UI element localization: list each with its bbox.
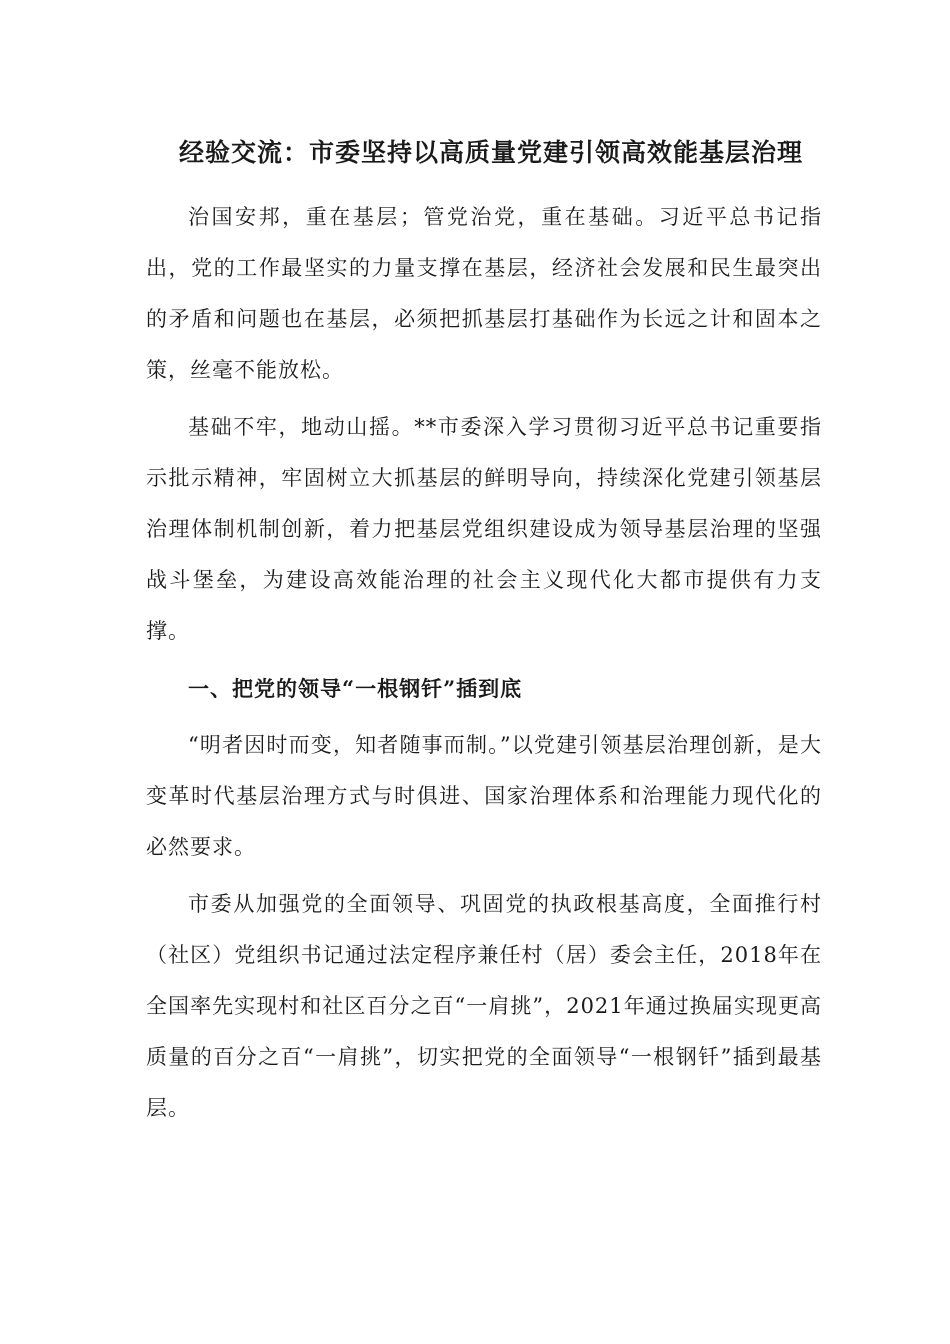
section1-paragraph-1: “明者因时而变，知者随事而制。”以党建引领基层治理创新，是大变革时代基层治理方式与时俱进、国家治理体系和治理能力现代化的必然要求。 bbox=[146, 733, 822, 859]
document-title: 经验交流：市委坚持以高质量党建引领高效能基层治理 bbox=[178, 138, 803, 167]
section-heading-1: 一、把党的领导“一根钢钎”插到底 bbox=[188, 676, 523, 701]
document-body bbox=[146, 126, 822, 1140]
intro-paragraph-1: 治国安邦，重在基层；管党治党，重在基础。习近平总书记指出，党的工作最坚实的力量支撑在基层，经济社会发展和民生最突出的矛盾和问题也在基层，必须把抓基层打基础作为长远之计和固本之策，丝毫不能放松。 bbox=[146, 205, 822, 382]
intro-paragraph-2: 基础不牢，地动山摇。**市委深入学习贯彻习近平总书记重要指示批示精神，牢固树立大抓基层的鲜明导向，持续深化党建引领基层治理体制机制创新，着力把基层党组织建设成为领导基层治理的坚强战斗堡垒，为建设高效能治理的社会主义现代化大都市提供有力支撑。 bbox=[146, 415, 822, 643]
section1-paragraph-2: 市委从加强党的全面领导、巩固党的执政根基高度，全面推行村（社区）党组织书记通过法定程序兼任村（居）委会主任，2018年在全国率先实现村和社区百分之百“一肩挑”，2021年通过换届实现更高质量的百分之百“一肩挑”，切实把党的全面领导“一根钢钎”插到最基层。 bbox=[146, 892, 822, 1120]
